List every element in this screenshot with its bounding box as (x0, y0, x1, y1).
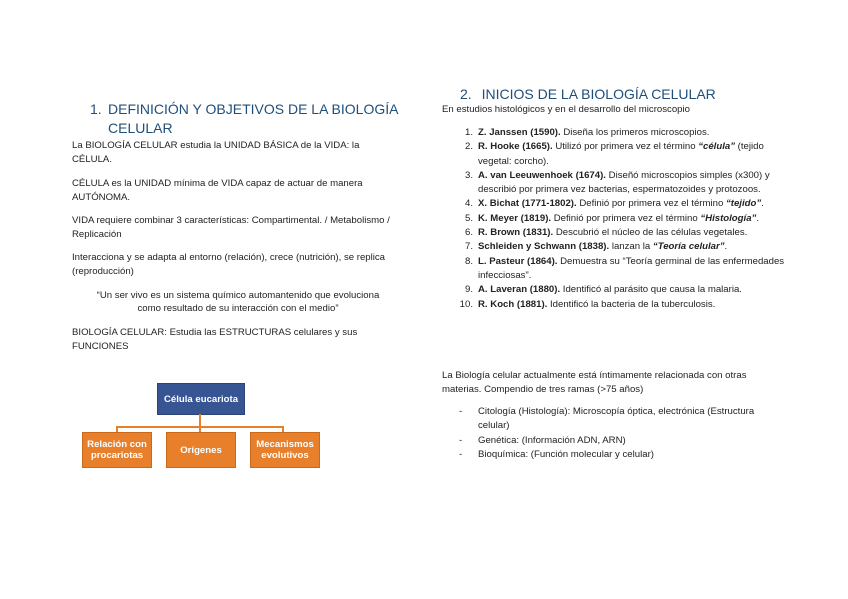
list-item: - Citología (Histología): Microscopía óptica, electrónica (Estructura celular) (459, 406, 755, 432)
section-1-title-line2: CELULAR (108, 120, 173, 136)
list-item: 8. L. Pasteur (1864). Demuestra su “Teoría germinal de las enfermedades infecciosas”. (464, 255, 785, 281)
list-item: 10. R. Koch (1881). Identificó la bacteria de la tuberculosis. (459, 298, 716, 310)
paragraph-vida: VIDA requiere combinar 3 características: Compartimental. / Metabolismo / Replicación (72, 215, 390, 240)
list-item: 2. R. Hooke (1665). Utilizó por primera vez el término “célula” (tejido vegetal: corcho). (464, 141, 764, 167)
list-item: 1. Z. Janssen (1590). Diseña los primeros microscopios. (464, 127, 710, 138)
section-2-intro: En estudios histológicos y en el desarrollo del microscopio (442, 104, 690, 115)
list-item: 6. R. Brown (1831). Descubrió el núcleo de las células vegetales. (464, 227, 748, 239)
list-item: 5. K. Meyer (1819). Definió por primera vez el término “Histología”. (464, 212, 759, 224)
section-1-number: 1. (90, 101, 102, 117)
diagram-box-origenes: Orígenes (166, 432, 236, 468)
section-2-heading (460, 86, 716, 103)
quote-line-1: “Un ser vivo es un sistema químico automantenido que evoluciona (96, 290, 380, 301)
list-item: 7. Schleiden y Schwann (1838). lanzan la “Teoría celular”. (464, 241, 728, 253)
diagram-root-box: Célula eucariota (157, 383, 245, 415)
paragraph-celula: CÉLULA es la UNIDAD mínima de VIDA capaz de actuar de manera AUTÓNOMA. (72, 178, 363, 203)
list-item: - Bioquímica: (Función molecular y celular) (459, 448, 654, 460)
list-item: 4. X. Bichat (1771-1802). Definió por primera vez el término “tejido”. (464, 198, 764, 210)
list-item: 3. A. van Leeuwenhoek (1674). Diseñó microscopios simples (x300) y describió por primera vez bacterias, espermatozoides y protozoos. (464, 169, 770, 196)
diagram-box-relacion: Relación con procariotas (82, 432, 152, 468)
section-2-title: INICIOS DE LA BIOLOGÍA CELULAR (481, 86, 716, 102)
diagram-box-mecanismos: Mecanismos evolutivos (250, 432, 320, 468)
list-item: 9. A. Laveran (1880). Identificó al parásito que causa la malaria. (464, 284, 742, 296)
paragraph-estructuras: BIOLOGÍA CELULAR: Estudia las ESTRUCTURAS celulares y sus FUNCIONES (72, 327, 358, 352)
section-1-title-line1: DEFINICIÓN Y OBJETIVOS DE LA BIOLOGÍA (108, 101, 399, 117)
paragraph-interacciona: Interacciona y se adapta al entorno (relación), crece (nutrición), se replica (reproducción) (72, 252, 386, 277)
definition-quote (72, 289, 404, 315)
quote-line-2: como resultado de su interacción con el medio” (137, 303, 339, 314)
paragraph-ramas: La Biología celular actualmente está íntimamente relacionada con otras materias. Compendio de tres ramas (>75 años) (442, 370, 747, 395)
eukaryote-diagram (82, 373, 318, 473)
history-list (455, 126, 785, 312)
branches-list (459, 405, 769, 462)
section-2-number: 2. (460, 86, 472, 102)
list-item: - Genética: (Información ADN, ARN) (459, 434, 626, 446)
paragraph-biologia-celular: La BIOLOGÍA CELULAR estudia la UNIDAD BÁSICA de la VIDA: la CÉLULA. (72, 140, 360, 165)
